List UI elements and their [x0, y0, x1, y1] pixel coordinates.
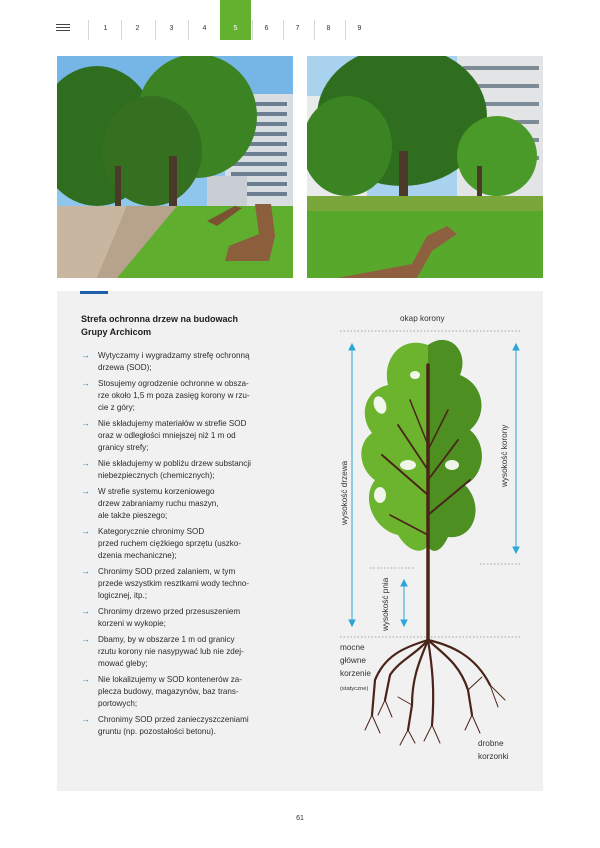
section-title-line1: Strefa ochronna drzew na budowach	[81, 314, 239, 324]
arrow-right-icon: →	[81, 714, 90, 725]
page-number: 61	[296, 815, 304, 822]
nav-divider	[88, 20, 89, 40]
tree-height-label: wysokość drzewa	[340, 460, 349, 525]
tree-protection-diagram	[320, 305, 535, 775]
list-item-text: Dbamy, by w obszarze 1 m od granicy rzutu korony nie nasypywać lub nie zdej- mować gleby;	[98, 635, 244, 669]
nav-page-5-active[interactable]: 5	[220, 0, 251, 40]
nav-page-7[interactable]: 7	[295, 25, 300, 32]
list-item	[81, 714, 307, 738]
tree-illustration	[320, 305, 535, 775]
list-item	[81, 674, 307, 709]
crown-cover-label: okap korony	[400, 314, 445, 323]
list-item-text: W strefie systemu korzeniowego drzew zabraniamy ruchu maszyn, ale także pieszego;	[98, 487, 219, 520]
list-item-text: Nie składujemy materiałów w strefie SOD oraz w odległości mniejszej niż 1 m od granicy strefy;	[98, 419, 247, 452]
nav-page-9[interactable]: 9	[357, 25, 362, 32]
section-title	[81, 313, 311, 339]
nav-page-2[interactable]: 2	[135, 25, 140, 32]
static-roots-note: (statyczne)	[340, 686, 369, 692]
list-item	[81, 486, 307, 521]
list-item-text: Wytyczamy i wygradzamy strefę ochronną drzewa (SOD);	[98, 351, 250, 372]
arrow-right-icon: →	[81, 674, 90, 685]
section-accent-bar	[80, 291, 108, 294]
list-item-text: Chronimy SOD przed zanieczyszczeniami gruntu (np. pozostałości betonu).	[98, 715, 249, 737]
arrow-right-icon: →	[81, 526, 90, 537]
list-item	[81, 418, 307, 453]
list-item	[81, 350, 307, 374]
arrow-right-icon: →	[81, 606, 90, 617]
nav-page-8[interactable]: 8	[326, 25, 331, 32]
nav-page-4[interactable]: 4	[202, 25, 207, 32]
list-item-text: Kategorycznie chronimy SOD przed ruchem ciężkiego sprzętu (uszko- dzenia mechaniczne);	[98, 527, 242, 560]
list-item	[81, 458, 307, 482]
arrow-right-icon: →	[81, 458, 90, 469]
list-item	[81, 606, 307, 630]
nav-page-1[interactable]: 1	[103, 25, 108, 32]
list-item	[81, 634, 307, 669]
hamburger-menu-icon[interactable]	[56, 24, 70, 32]
park-lounger-photo-left	[57, 56, 293, 278]
nav-page-6[interactable]: 6	[264, 25, 269, 32]
arrow-right-icon: →	[81, 634, 90, 645]
trunk-height-label: wysokość pnia	[381, 577, 390, 631]
crown-height-label: wysokość korony	[500, 424, 509, 487]
list-item-text: Nie lokalizujemy w SOD kontenerów za- plecza budowy, magazynów, baz trans- portowych;	[98, 675, 242, 709]
list-item	[81, 566, 307, 601]
section-title-line2: Grupy Archicom	[81, 327, 152, 337]
list-item-text: Chronimy drzewo przed przesuszeniem korzeni w wykopie;	[98, 607, 241, 629]
list-item-text: Stosujemy ogrodzenie ochronne w obsza- rze około 1,5 m poza zasięg korony w rzu- cie z góry;	[98, 379, 250, 412]
arrow-right-icon: →	[81, 486, 90, 497]
arrow-right-icon: →	[81, 566, 90, 577]
list-item	[81, 526, 307, 561]
page-navigation	[0, 0, 600, 40]
fine-roots-label: drobne korzonki	[478, 739, 509, 761]
arrow-right-icon: →	[81, 378, 90, 389]
list-item	[81, 378, 307, 413]
arrow-right-icon: →	[81, 418, 90, 429]
list-item-text: Chronimy SOD przed zalaniem, w tym przede wszystkim resztkami wody techno- logicznej, itp.;	[98, 567, 250, 600]
strong-roots-label: mocne główne korzenie	[340, 643, 371, 678]
nav-page-3[interactable]: 3	[169, 25, 174, 32]
protection-rules-list	[81, 350, 307, 743]
arrow-right-icon: →	[81, 350, 90, 360]
list-item-text: Nie składujemy w pobliżu drzew substancji niebezpiecznych (chemicznych);	[98, 459, 251, 480]
park-lounger-photo-right	[307, 56, 543, 278]
